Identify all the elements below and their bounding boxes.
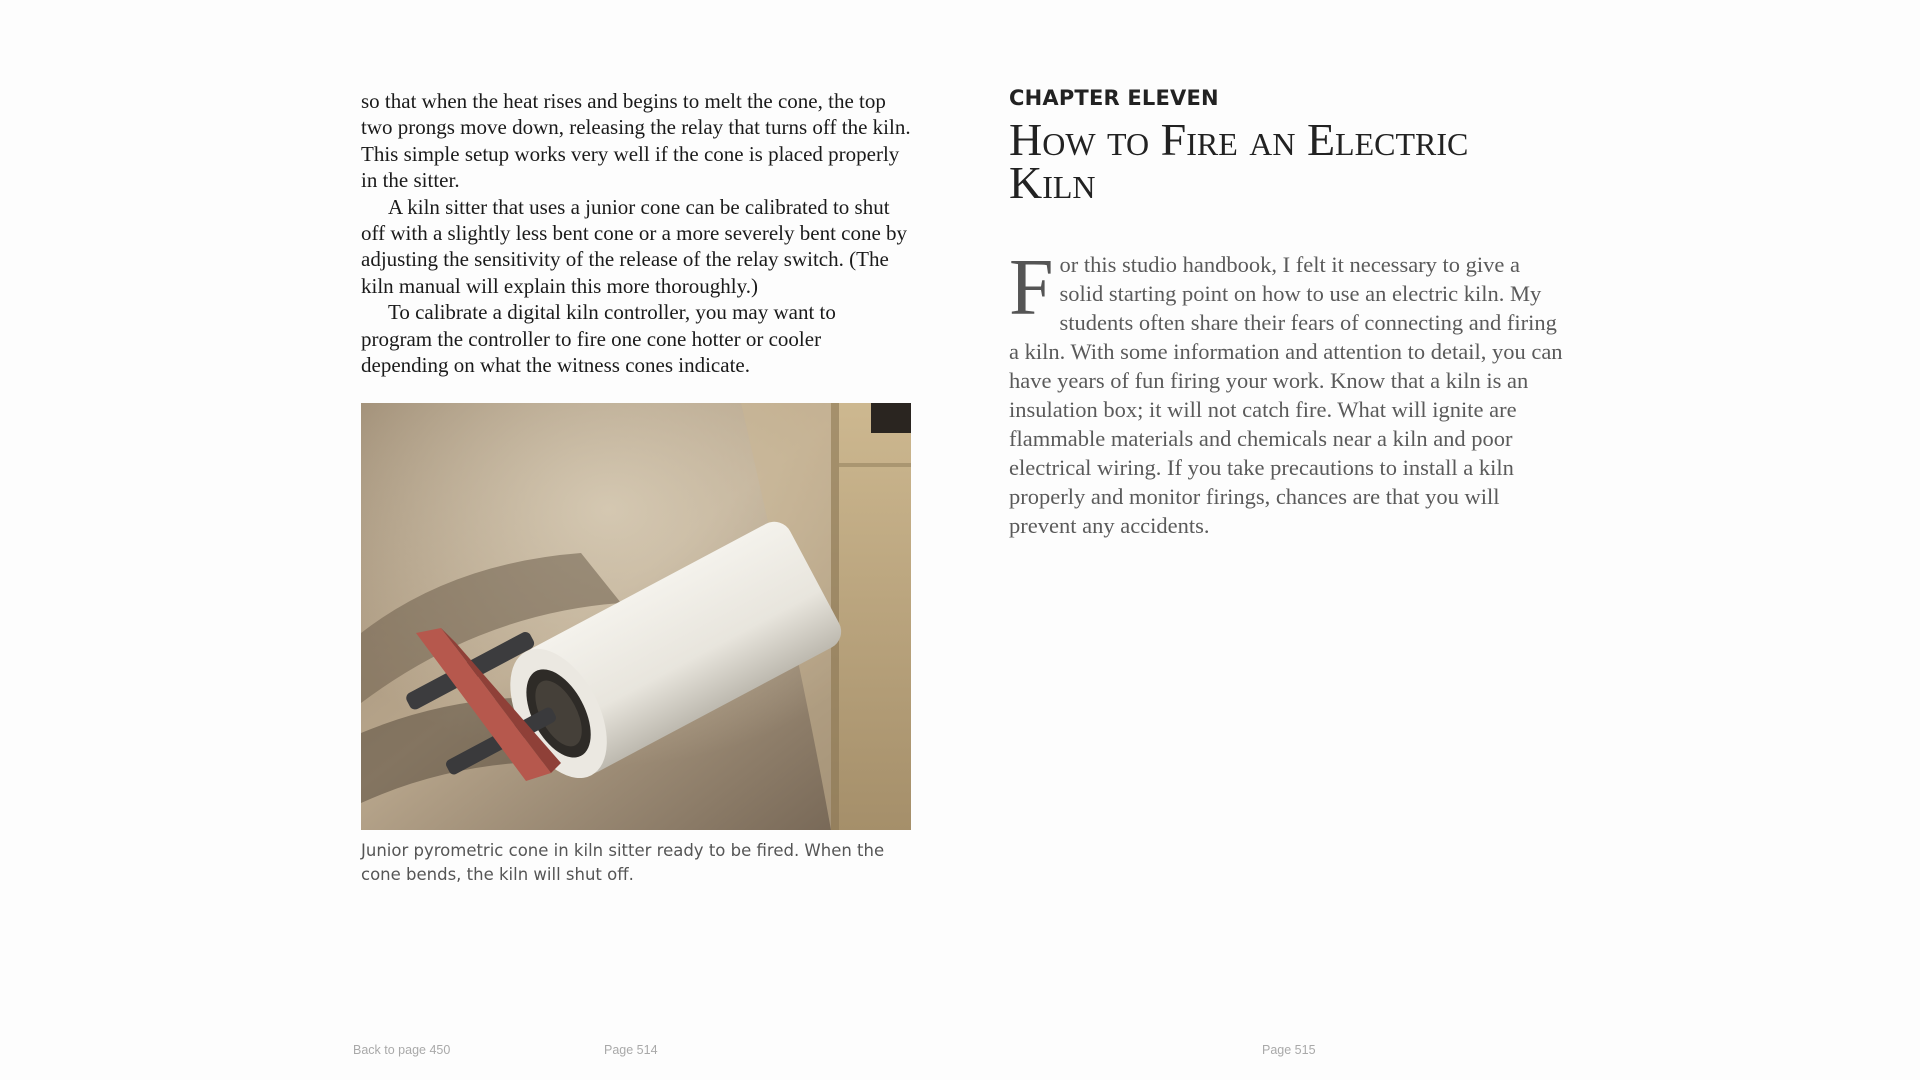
paragraph-2: A kiln sitter that uses a junior cone can be calibrated to shut off with a slightly less bent cone or a more severely bent cone by adjusting the sensitivity of the release of the relay switch. (The kiln manual will explain this more thoroughly.) bbox=[361, 194, 908, 298]
right-page-text bbox=[1009, 86, 1565, 540]
intro-paragraph bbox=[1009, 244, 1565, 540]
kiln-sitter-photo bbox=[361, 403, 911, 830]
drop-cap: F bbox=[1009, 244, 1054, 332]
intro-text: or this studio handbook, I felt it necessary to give a solid starting point on how to use an electric kiln. My students often share their fears of connecting and firing a kiln. With some information and attention to detail, you can have years of fun firing your work. Know that a kiln is an insulation box; it will not catch fire. What will ignite are flammable materials and chemicals near a kiln and poor electrical wiring. If you take precautions to install a kiln properly and monitor firings, chances are that you will prevent any accidents. bbox=[1009, 252, 1563, 538]
back-to-page-link[interactable]: Back to page 450 bbox=[353, 1043, 451, 1057]
right-page-number: Page 515 bbox=[1262, 1043, 1316, 1057]
paragraph-1: so that when the heat rises and begins to melt the cone, the top two prongs move down, releasing the relay that turns off the kiln. This simple setup works very well if the cone is placed properly in the sitter. bbox=[361, 89, 911, 193]
paragraph-3: To calibrate a digital kiln controller, you may want to program the controller to fire one cone hotter or cooler depending on what the witness cones indicate. bbox=[361, 300, 836, 378]
chapter-label: CHAPTER ELEVEN bbox=[1009, 86, 1219, 110]
figure-caption: Junior pyrometric cone in kiln sitter ready to be fired. When the cone bends, the kiln will shut off. bbox=[361, 841, 885, 884]
left-page-number: Page 514 bbox=[604, 1043, 658, 1057]
chapter-title: How to Fire an Electric Kiln bbox=[1009, 114, 1469, 208]
figure bbox=[361, 403, 911, 886]
left-page-text bbox=[361, 88, 912, 378]
